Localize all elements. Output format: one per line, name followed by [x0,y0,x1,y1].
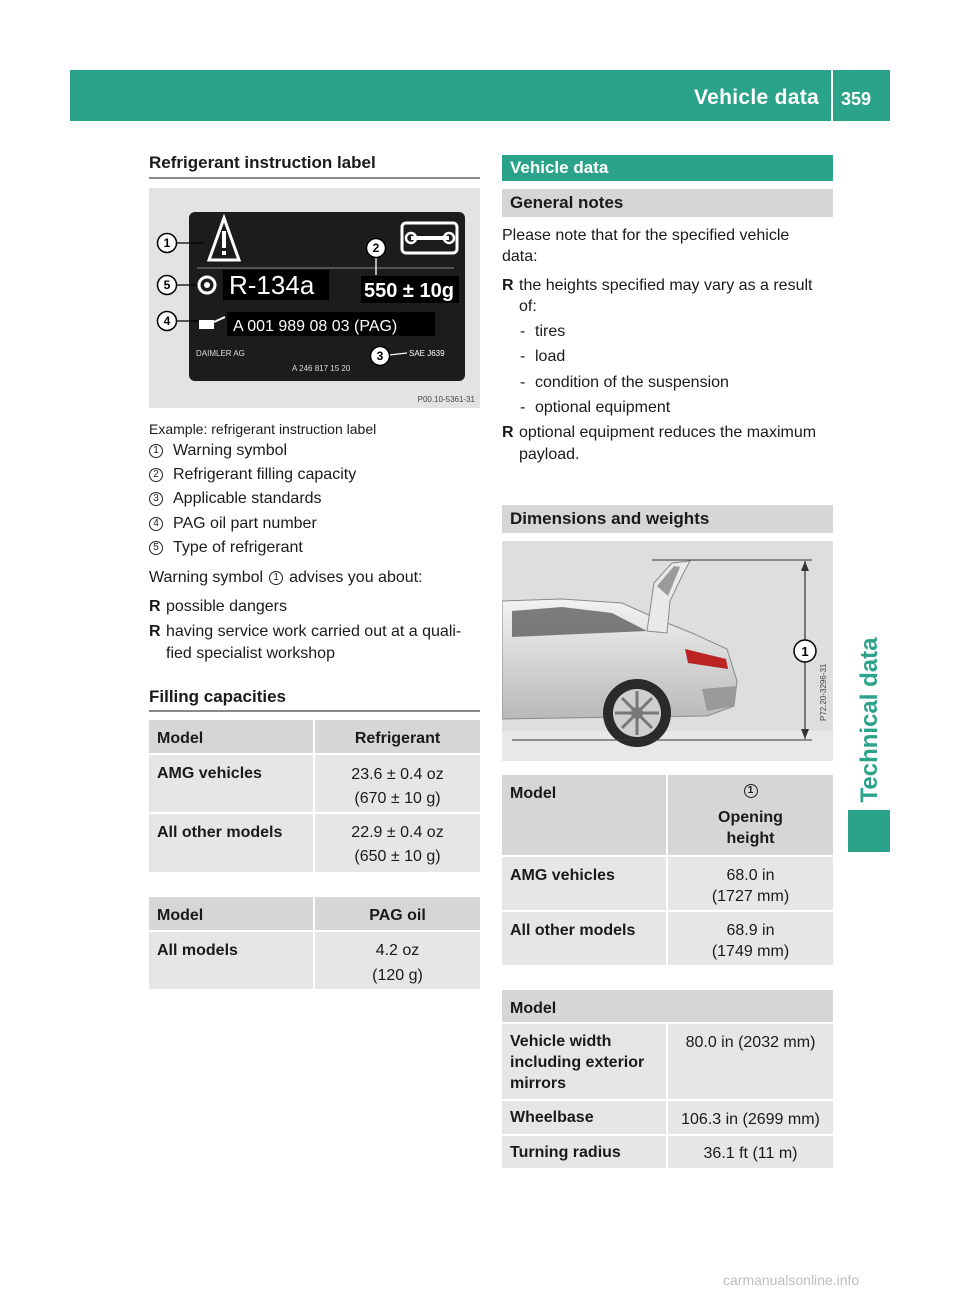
table-row-value: 36.1 ft (11 m) [668,1136,833,1168]
bullet-continuation: of: [519,298,537,315]
subsection-general-notes: General notes [502,189,833,217]
refrigerant-image-code: P00.10-5361-31 [417,395,475,404]
callout-1-label: 1 [801,644,809,659]
opening-height-image [502,541,833,761]
advises-text-before: Warning symbol [149,569,264,586]
table-row-model: All other models [502,912,666,965]
legend-number: 3 [149,492,163,506]
legend-text: Warning symbol [173,442,288,459]
section-vehicle-data: Vehicle data [502,155,833,181]
legend-number: 4 [149,517,163,531]
legend-item [149,537,303,559]
table-header-opening-height: 1 Opening height [668,775,833,855]
callout-3-label: 3 [376,349,384,363]
bullet-continuation: payload. [519,446,580,463]
callout-2-label: 2 [372,241,380,255]
legend-item [149,488,322,510]
general-notes-intro-2: data: [502,248,538,265]
table-row-value: 106.3 in (2699 mm) [668,1101,833,1134]
bullet-text: having service work carried out at a quali- [166,623,462,640]
table-row-model: AMG vehicles [502,857,666,910]
label-part-number: A 001 989 08 03 (PAG) [233,318,398,335]
legend-item [149,440,287,462]
heading-rule [149,177,480,179]
sub-bullet: - optional equipment [520,399,671,416]
table-row-label: Vehicle width including exterior mirrors [502,1024,666,1099]
footer-watermark[interactable]: carmanualsonline.info [723,1272,860,1288]
legend-number: 2 [149,468,163,482]
legend-text: Type of refrigerant [173,539,303,556]
page-header-title: Vehicle data [694,86,819,109]
page-number: 359 [841,89,872,109]
table-row-label: Turning radius [502,1136,666,1168]
callout-4-label: 4 [163,314,171,328]
bullet-item: R having service work carried out at a quali- [149,623,462,640]
general-notes-intro-1: Please note that for the specified vehicle [502,227,790,244]
label-standard: SAE J639 [409,349,445,358]
car-figure [502,541,833,761]
bullet-continuation: fied specialist workshop [166,645,335,662]
label-number: A 246 817 15 20 [292,364,351,373]
label-refrigerant-type: R-134a [229,270,315,300]
table-row-value: 22.9 ± 0.4 oz (650 ± 10 g) [315,814,480,872]
legend-text: Refrigerant filling capacity [173,466,357,483]
table-row-value: 80.0 in (2032 mm) [668,1024,833,1099]
legend-item [149,464,356,486]
table-row-model: AMG vehicles [149,755,313,812]
callout-1-label: 1 [163,236,171,250]
filling-heading: Filling capacities [149,687,286,706]
bullet-text: possible dangers [166,598,287,615]
warning-advises-line [149,567,423,589]
sub-bullet: - condition of the suspension [520,374,729,391]
label-maker: DAIMLER AG [196,349,245,358]
table-row-value: 68.9 in (1749 mm) [668,912,833,965]
table-row-label: Wheelbase [502,1101,666,1134]
car-image-code: P72.20-3296-31 [819,663,828,721]
side-tab-label: Technical data [856,637,883,803]
heading-rule [149,710,480,712]
legend-number: 1 [149,444,163,458]
advises-text-after: advises you about: [289,569,423,586]
table-header-model: Model [149,897,313,930]
legend-number: 5 [149,541,163,555]
legend-text: Applicable standards [173,490,322,507]
bullet-item: R the heights specified may vary as a result [502,277,813,294]
sub-bullet: - load [520,348,566,365]
header-divider [831,70,833,121]
table-row-model: All other models [149,814,313,872]
image-caption: Example: refrigerant instruction label [149,421,377,437]
callout-5-label: 5 [163,278,171,292]
table-header-model: Model [502,990,833,1022]
table-row-value: 4.2 oz (120 g) [315,932,480,989]
refrigerant-heading: Refrigerant instruction label [149,153,376,172]
legend-item [149,513,317,535]
refrigerant-label-figure [149,188,480,408]
table-row-value: 23.6 ± 0.4 oz (670 ± 10 g) [315,755,480,812]
header-number: 1 [744,784,758,798]
subsection-dimensions: Dimensions and weights [502,505,833,533]
bullet-item: R optional equipment reduces the maximum [502,424,817,441]
side-tab-marker [848,810,890,852]
table-header-pag-oil: PAG oil [315,897,480,930]
bullet-item: R possible dangers [149,598,287,615]
label-capacity: 550 ± 10g [364,280,454,302]
table-header-model: Model [502,775,666,855]
advises-number: 1 [269,571,283,585]
table-header-model: Model [149,720,313,753]
table-row-value: 68.0 in (1727 mm) [668,857,833,910]
legend-text: PAG oil part number [173,515,317,532]
table-row-model: All models [149,932,313,989]
table-header-refrigerant: Refrigerant [315,720,480,753]
refrigerant-label-image [149,188,480,408]
sub-bullet: - tires [520,323,566,340]
